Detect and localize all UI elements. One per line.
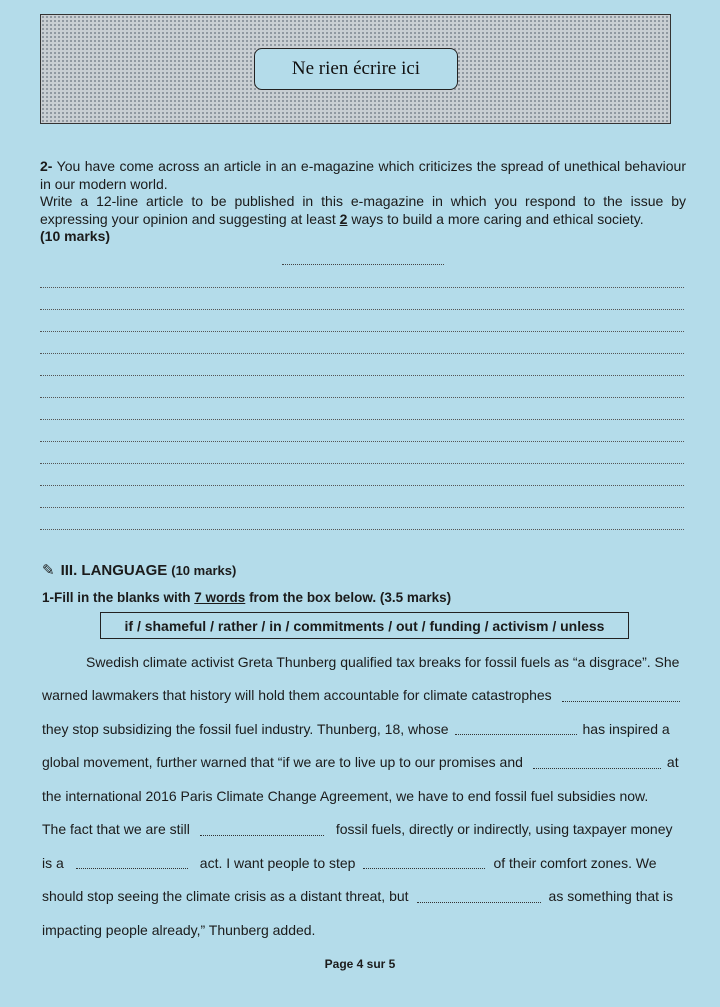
passage-text: is a xyxy=(42,854,64,871)
passage-text: as something that is xyxy=(548,888,674,905)
do-not-write-label: Ne rien écrire ici xyxy=(254,48,458,90)
ways-count: 2 xyxy=(339,210,348,227)
passage-text: act. I want people to step xyxy=(199,854,356,871)
question-marks: (10 marks) xyxy=(40,228,111,244)
passage-text: impacting people already,” Thunberg added. xyxy=(42,921,316,938)
writing-line[interactable] xyxy=(40,463,684,464)
page-number: Page 4 sur 5 xyxy=(324,957,396,971)
passage-line xyxy=(42,779,686,813)
writing-line[interactable] xyxy=(40,331,684,332)
writing-line[interactable] xyxy=(40,441,684,442)
question-context: You have come across an article in an e-magazine which criticizes the spread of unethical behaviour in our modern world. xyxy=(40,158,686,192)
passage-text: global movement, further warned that “if we are to live up to our promises and xyxy=(42,754,523,771)
fill-in-passage xyxy=(42,645,686,947)
instruction-word-count: 7 words xyxy=(194,590,246,605)
passage-text: Swedish climate activist Greta Thunberg qualified tax breaks for fossil fuels as “a disgrace”. She xyxy=(86,653,680,670)
language-section-heading xyxy=(42,561,236,579)
writing-line[interactable] xyxy=(40,419,684,420)
passage-line xyxy=(42,813,686,847)
blank-4[interactable] xyxy=(200,823,324,836)
passage-text: at xyxy=(666,754,679,771)
passage-text: fossil fuels, directly or indirectly, using taxpayer money xyxy=(335,821,673,838)
passage-text: they stop subsidizing the fossil fuel industry. Thunberg, 18, whose xyxy=(42,720,449,737)
passage-line xyxy=(42,645,686,679)
blank-2[interactable] xyxy=(455,722,577,735)
passage-line xyxy=(42,712,686,746)
blank-3[interactable] xyxy=(533,756,661,769)
blank-7[interactable] xyxy=(417,890,541,903)
passage-text: The fact that we are still xyxy=(42,821,190,838)
writing-line[interactable] xyxy=(40,529,684,530)
instruction-text-a: 1-Fill in the blanks with xyxy=(42,590,191,605)
fill-blanks-instruction xyxy=(42,590,451,605)
blank-6[interactable] xyxy=(363,856,485,869)
passage-line xyxy=(42,880,686,914)
passage-text: warned lawmakers that history will hold them accountable for climate catastrophes xyxy=(42,687,552,704)
passage-line xyxy=(42,913,686,947)
passage-text: has inspired a xyxy=(582,720,670,737)
language-heading-text: III. LANGUAGE xyxy=(60,561,168,579)
pencil-icon: ✎ xyxy=(42,562,55,579)
question-2 xyxy=(40,158,686,246)
language-heading-marks: (10 marks) xyxy=(171,562,237,578)
passage-line xyxy=(42,746,686,780)
writing-line[interactable] xyxy=(40,353,684,354)
passage-text: should stop seeing the climate crisis as a distant threat, but xyxy=(42,888,409,905)
question-task-b: ways to build a more caring and ethical society. xyxy=(351,210,644,227)
word-box: if / shameful / rather / in / commitments / out / funding / activism / unless xyxy=(100,612,629,639)
passage-text: the international 2016 Paris Climate Change Agreement, we have to end fossil fuel subsidies now. xyxy=(42,787,649,804)
question-number: 2- xyxy=(40,158,53,174)
instruction-text-b: from the box below. (3.5 marks) xyxy=(249,590,452,605)
blank-5[interactable] xyxy=(76,856,188,869)
writing-line[interactable] xyxy=(40,485,684,486)
writing-line[interactable] xyxy=(40,375,684,376)
question-task-a: Write a 12-line article to be published in this e-magazine in which you respond to the issue by expressing your opinion and suggesting at least xyxy=(40,193,686,227)
passage-line xyxy=(42,846,686,880)
writing-line[interactable] xyxy=(40,397,684,398)
passage-text: of their comfort zones. We xyxy=(493,854,657,871)
passage-line xyxy=(42,679,686,713)
writing-line[interactable] xyxy=(40,507,684,508)
writing-line[interactable] xyxy=(40,309,684,310)
writing-line[interactable] xyxy=(40,287,684,288)
blank-1[interactable] xyxy=(562,689,680,702)
article-title-line[interactable] xyxy=(282,264,444,265)
